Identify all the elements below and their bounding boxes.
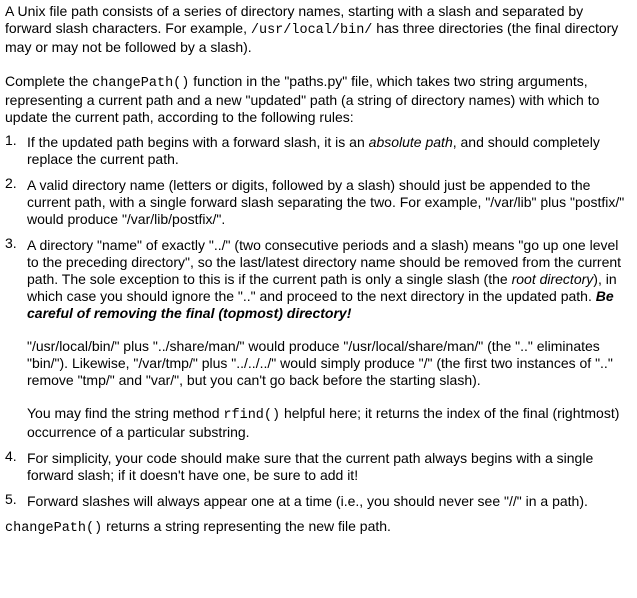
rule-text: Forward slashes will always appear one at a time (i.e., you should never see "//" in a path).	[27, 493, 588, 509]
hint-text-1: You may find the string method	[27, 405, 224, 421]
rule-warning: Be careful of removing the final (topmost) directory!	[27, 288, 614, 321]
rule-number: 3.	[5, 235, 17, 251]
intro-code-path: /usr/local/bin/	[250, 23, 373, 38]
rule-text: If the updated path begins with a forward slash, it is an	[27, 134, 369, 150]
return-text: returns a string representing the new file path.	[102, 518, 391, 534]
rule-hint-paragraph	[27, 405, 631, 441]
rule-number: 4.	[5, 448, 17, 464]
rule-emphasis: absolute path	[368, 134, 453, 150]
rule-text: A directory "name" of exactly "../" (two consecutive periods and a slash) means "go up one level to the preceding directory", so the last/latest directory name should be removed from the current path. The sole exception to this is if the current path is only a single slash (the	[27, 237, 622, 287]
rule-emphasis: root directory	[511, 271, 594, 287]
task-code-function: changePath()	[92, 76, 190, 91]
return-paragraph	[5, 518, 631, 537]
rule-text: , and should completely replace the current path.	[27, 134, 600, 167]
rule-number: 1.	[5, 132, 17, 148]
return-code-function: changePath()	[5, 521, 103, 536]
hint-code-rfind: rfind()	[223, 408, 281, 423]
rule-text: For simplicity, your code should make sure that the current path always begins with a single forward slash; if it doesn't have one, be sure to add it!	[27, 450, 594, 483]
intro-text-2: has three directories (the final directory may or may not be followed by a slash).	[5, 20, 619, 55]
task-text-1: Complete the	[5, 73, 93, 89]
rule-item-1	[5, 134, 631, 168]
task-paragraph	[5, 73, 631, 126]
intro-paragraph	[5, 3, 631, 56]
rule-item-2	[5, 177, 631, 228]
rule-example-paragraph: "/usr/local/bin/" plus "../share/man/" would produce "/usr/local/share/man/" (the ".." eliminates "bin/"). Likewise, "/var/tmp/" plus "../../../" would simply produce "/" (the first two instances of ".." remove "tmp/" and "var/", but you can't go back before the starting slash).	[27, 338, 613, 388]
hint-text-2: helpful here; it returns the index of the final (rightmost) occurrence of a particular substring.	[27, 405, 620, 440]
rule-number: 2.	[5, 175, 17, 191]
rule-item-5	[5, 493, 631, 510]
document-page	[5, 3, 631, 537]
rule-text: A valid directory name (letters or digits, followed by a slash) should just be appended to the current path, with a single forward slash separating the two. For example, "/var/lib" plus "postfix/" would produce "/var/lib/postfix/".	[27, 177, 625, 227]
task-text-2: function in the "paths.py" file, which takes two string arguments, representing a current path and a new "updated" path (a string of directory names) with which to update the current path, according to the following rules:	[5, 73, 600, 125]
intro-text-1: A Unix file path consists of a series of directory names, starting with a slash and separated by forward slash characters. For example,	[5, 3, 584, 36]
rules-list	[5, 134, 631, 510]
rule-item-3	[5, 237, 631, 441]
rule-item-4	[5, 450, 631, 484]
rule-text: ), in which case you should ignore the ".." and proceed to the next directory in the updated path.	[27, 271, 617, 304]
rule-number: 5.	[5, 491, 17, 507]
